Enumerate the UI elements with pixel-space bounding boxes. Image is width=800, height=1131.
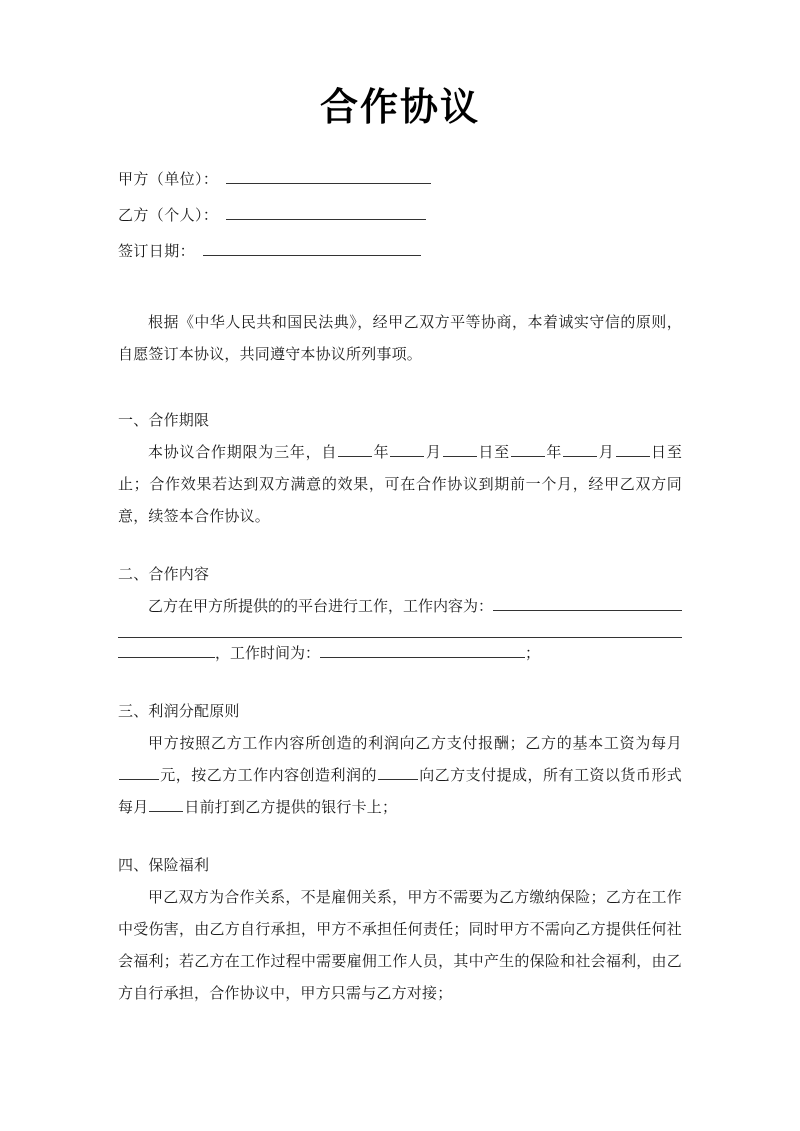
section-heading-4: 四、保险福利 [118, 857, 210, 874]
end-month-input[interactable] [563, 443, 597, 457]
spacer [118, 533, 682, 559]
section-1-text-5: 月 [598, 444, 615, 461]
document-body [118, 307, 682, 1010]
commission-rate-input[interactable] [378, 766, 418, 780]
field-row-party-a [118, 168, 682, 204]
section-1-text-0: 本协议合作期限为三年，自 [148, 444, 338, 461]
header-fields [118, 168, 682, 276]
section-2-lead-row [118, 591, 682, 623]
sign-date-label: 签订日期： [118, 243, 196, 260]
work-content-input-line-1[interactable] [493, 596, 682, 611]
work-time-label: ，工作时间为： [215, 645, 321, 662]
section-1-text-4: 年 [545, 444, 563, 461]
section-1-text-6: 日至止；合作效果若达到双方满意的效果，可在合作协议到期前一个月，经甲乙双方同意，续签本合作协议。 [118, 444, 683, 525]
field-row-party-b [118, 204, 682, 240]
end-year-input[interactable] [511, 443, 545, 457]
page-title: 合作协议 [319, 87, 480, 129]
section-body-1 [118, 437, 682, 533]
end-day-input[interactable] [616, 443, 650, 457]
section-body-4: 甲乙双方为合作关系，不是雇佣关系，甲方不需要为乙方缴纳保险；乙方在工作中受伤害，由乙方自行承担，甲方不承担任何责任；同时甲方不需向乙方提供任何社会福利；若乙方在工作过程中需要雇佣工作人员，其中产生的保险和社会福利，由乙方自行承担，合作协议中，甲方只需与乙方对接； [118, 889, 682, 1002]
party-a-input[interactable] [226, 169, 431, 184]
section-1-text-2: 月 [425, 444, 442, 461]
start-day-input[interactable] [443, 443, 477, 457]
section-heading-2: 二、合作内容 [118, 566, 210, 583]
party-b-input[interactable] [226, 205, 426, 220]
section-2-time-row [118, 638, 682, 670]
work-content-label: 乙方在甲方所提供的的平台进行工作，工作内容为： [148, 598, 494, 615]
section-2-terminator: ； [525, 645, 541, 662]
party-b-label: 乙方（个人）： [118, 207, 219, 224]
section-heading-1: 一、合作期限 [118, 412, 210, 429]
start-year-input[interactable] [338, 443, 372, 457]
work-time-input[interactable] [320, 643, 525, 658]
start-month-input[interactable] [390, 443, 424, 457]
section-2-continuation-row [118, 623, 682, 638]
section-1-text-3: 日至 [477, 444, 510, 461]
spacer [118, 824, 682, 850]
section-heading-3: 三、利润分配原则 [118, 703, 240, 720]
work-content-input-line-3[interactable] [118, 643, 215, 658]
section-3-text-0: 甲方按照乙方工作内容所创造的利润向乙方支付报酬；乙方的基本工资为每月 [148, 735, 682, 752]
section-3-text-3: 日前打到乙方提供的银行卡上； [184, 799, 398, 816]
party-a-label: 甲方（单位）： [118, 171, 219, 188]
section-3-text-1: 元，按乙方工作内容创造利润的 [160, 767, 377, 784]
section-1-text-1: 年 [373, 444, 390, 461]
section-body-3 [118, 728, 682, 824]
base-salary-input[interactable] [119, 766, 159, 780]
intro-paragraph: 根据《中华人民共和国民法典》，经甲乙双方平等协商，本着诚实守信的原则，自愿签订本协议，共同遵守本协议所列事项。 [118, 314, 682, 363]
spacer [118, 670, 682, 696]
section-3-text-2: 向乙方支付提成，所有工资以货币形式每月 [118, 767, 682, 816]
field-row-sign-date [118, 240, 682, 276]
work-content-input-line-2[interactable] [118, 623, 682, 638]
payment-day-input[interactable] [149, 798, 183, 812]
sign-date-input[interactable] [203, 241, 421, 256]
spacer [118, 371, 682, 405]
